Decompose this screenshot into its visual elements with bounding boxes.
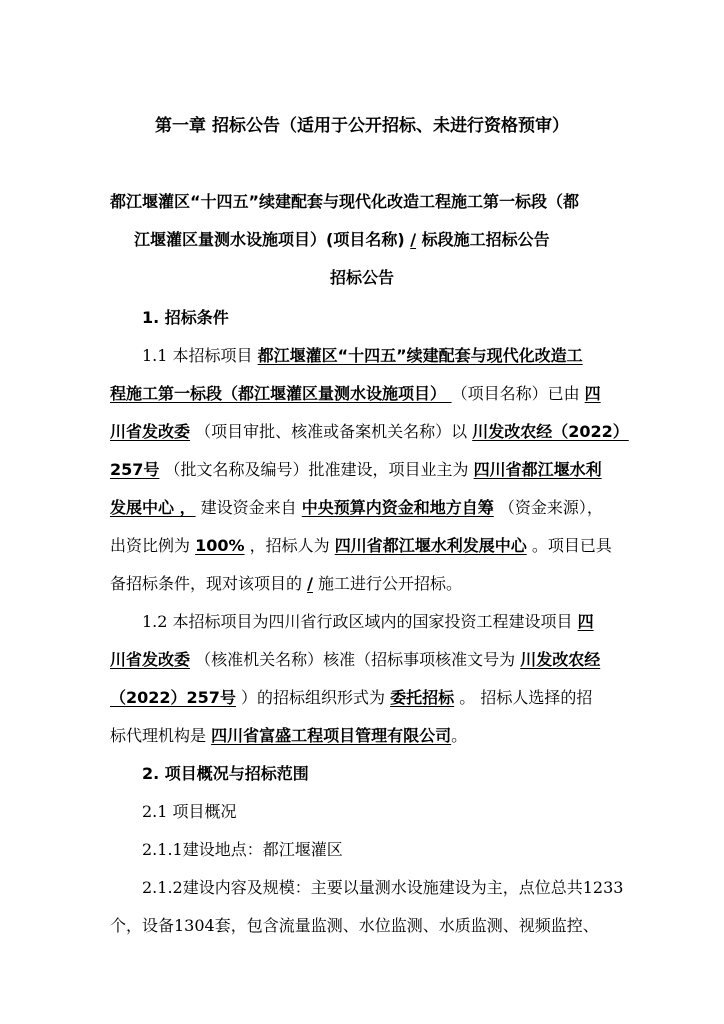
p12-text: 。 xyxy=(451,726,468,745)
p12-line-3 xyxy=(110,688,620,708)
section-2-1: 2.1 项目概况 xyxy=(142,802,237,821)
section-1-title: 1. 招标条件 xyxy=(142,308,229,327)
chapter-title: 第一章 招标公告（适用于公开招标、未进行资格预审） xyxy=(155,116,569,136)
p12-text: 1.2 本招标项目为四川省行政区域内的国家投资工程建设项目 xyxy=(142,612,578,631)
p11-project-name: 都江堰灌区“十四五”续建配套与现代化改造工 xyxy=(257,346,583,365)
section-2-1-2-line-1: 2.1.2建设内容及规模：主要以量测水设施建设为主，点位总共1233 xyxy=(142,878,624,897)
p11-text: 施工进行公开招标。 xyxy=(312,574,463,593)
section-2-title: 2. 项目概况与招标范围 xyxy=(142,764,309,783)
p11-owner-cont: 发展中心 ， xyxy=(110,498,196,517)
p11-text: 。项目已具 xyxy=(526,536,612,555)
p12-line-4 xyxy=(110,726,620,746)
p12-text: ）的招标组织形式为 xyxy=(235,688,391,707)
p11-line-1 xyxy=(142,346,620,366)
p11-line-2 xyxy=(110,384,620,404)
p11-text: ，招标人为 xyxy=(244,536,335,555)
p11-text: （项目名称）已由 xyxy=(451,384,585,403)
heading-line-2 xyxy=(134,230,644,250)
p12-text: 标代理机构是 xyxy=(110,726,212,745)
p12-text: （核准机关名称）核准（招标事项核准文号为 xyxy=(190,650,521,669)
p11-slash: / xyxy=(307,574,313,593)
p11-line-4 xyxy=(110,460,620,480)
heading-subtitle: 招标公告 xyxy=(329,268,394,287)
p11-text: （项目审批、核准或备案机关名称）以 xyxy=(190,422,473,441)
p11-doc-number: 川发改农经（2022） xyxy=(472,422,629,441)
p11-text: 备招标条件，现对该项目的 xyxy=(110,574,308,593)
p12-agent: 四川省富盛工程项目管理有限公司 xyxy=(211,726,452,745)
p11-ratio: 100% xyxy=(195,536,245,555)
p11-approver: 四 xyxy=(584,384,601,403)
p12-line-2 xyxy=(110,650,620,670)
p11-owner: 四川省都江堰水利 xyxy=(473,460,602,479)
heading-line-1: 都江堰灌区“十四五”续建配套与现代化改造工程施工第一标段（都 xyxy=(110,192,580,211)
p11-line-7 xyxy=(110,574,620,594)
p11-project-name-cont: 程施工第一标段（都江堰灌区量测水设施项目） xyxy=(110,384,452,403)
section-2-1-2-line-2: 个，设备1304套，包含流量监测、水位监测、水质监测、视频监控、 xyxy=(110,916,599,935)
heading-slash: / xyxy=(410,230,417,249)
p12-approver-cont: 川省发改委 xyxy=(110,650,191,669)
p11-text: （批文名称及编号）批准建设，项目业主为 xyxy=(159,460,474,479)
p11-approver-cont: 川省发改委 xyxy=(110,422,191,441)
p11-text: 出资比例为 xyxy=(110,536,196,555)
p11-doc-number-cont: 257号 xyxy=(110,460,160,479)
p11-line-6 xyxy=(110,536,620,556)
p12-line-1 xyxy=(142,612,620,632)
p12-doc-number-cont: （2022）257号 xyxy=(110,688,236,707)
p11-fund-source: 中央预算内资金和地方自筹 xyxy=(301,498,494,517)
p11-line-3 xyxy=(110,422,629,442)
p12-doc-number: 川发改农经 xyxy=(520,650,601,669)
p11-tenderer: 四川省都江堰水利发展中心 xyxy=(334,536,527,555)
p11-line-5 xyxy=(110,498,620,518)
p11-text: 建设资金来自 xyxy=(195,498,302,517)
heading-tail: 标段施工招标公告 xyxy=(416,230,550,249)
section-2-1-1: 2.1.1建设地点：都江堰灌区 xyxy=(142,840,343,859)
p12-approver: 四 xyxy=(577,612,594,631)
p11-text: （资金来源）， xyxy=(493,498,603,517)
p12-form: 委托招标 xyxy=(390,688,455,707)
p11-prefix: 1.1 本招标项目 xyxy=(142,346,258,365)
heading-project-name: 江堰灌区量测水设施项目）(项目名称) xyxy=(134,230,411,249)
p12-text: 。 招标人选择的招 xyxy=(454,688,593,707)
